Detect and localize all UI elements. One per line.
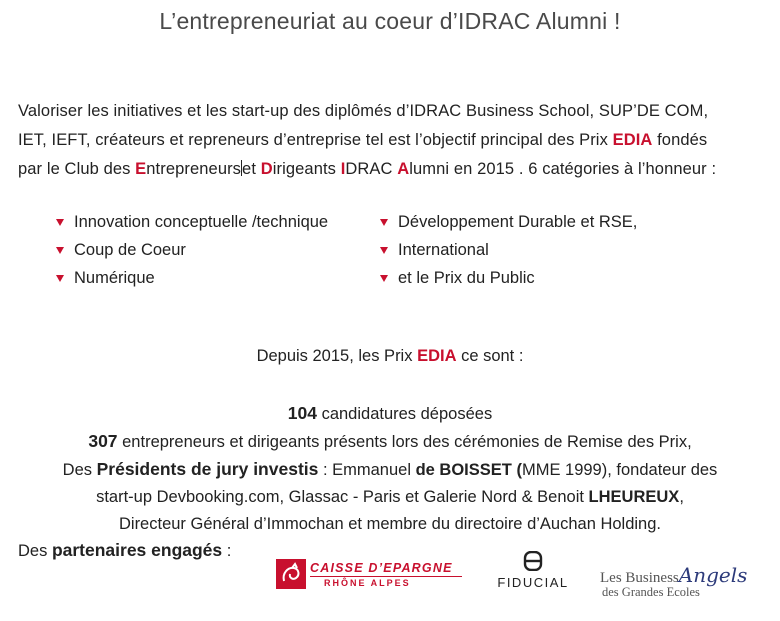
category-label: et le Prix du Public: [398, 269, 535, 287]
stat-text: candidatures déposées: [316, 405, 493, 423]
fiducial-logo: [488, 551, 578, 595]
stat-text: Des: [62, 461, 97, 479]
category-item: [380, 264, 637, 292]
triangle-bullet-icon: [56, 275, 64, 282]
edia-brand: EDIA: [612, 131, 653, 149]
intro-line-3: [18, 155, 768, 184]
stat-director: Directeur Général d’Immochan et membre du directoire d’Auchan Holding.: [118, 515, 661, 533]
partners-text: Des: [18, 542, 52, 560]
stat-text: entrepreneurs et dirigeants présents lors des cérémonies de Remise des Prix,: [117, 433, 692, 451]
since-heading: [0, 347, 780, 366]
acronym-letter-a: A: [397, 160, 410, 178]
fiducial-logo-text: FIDUCIAL: [497, 575, 569, 590]
intro-text: lumni en 2015 . 6 catégories à l’honneur :: [409, 160, 717, 178]
intro-text: IET, IEFT, créateurs et repreneurs d’entreprise tel est l’objectif principal des Prix: [18, 131, 613, 149]
intro-text: fondés: [652, 131, 708, 149]
caisse-logo-line2: RHÔNE ALPES: [324, 578, 411, 588]
business-angels-logo: [600, 563, 772, 603]
edia-brand: EDIA: [417, 347, 457, 365]
stat-number: 104: [287, 403, 317, 423]
fiducial-emblem-icon: [523, 551, 543, 571]
category-item: [56, 236, 364, 264]
intro-paragraph: [18, 97, 768, 184]
stat-text: : Emmanuel: [318, 461, 416, 479]
intro-text: et: [242, 160, 261, 178]
ba-angels-script: Angels: [678, 563, 748, 587]
category-item: [380, 236, 637, 264]
category-label: Développement Durable et RSE,: [398, 213, 638, 231]
intro-line-2: [18, 126, 768, 155]
stat-text: MME 1999), fondateur des: [521, 461, 718, 479]
category-label: Innovation conceptuelle /technique: [74, 213, 329, 231]
person-name: de BOISSET (: [415, 461, 522, 479]
stat-applications: [0, 400, 780, 428]
caisse-epargne-logo: [276, 556, 464, 592]
partners-highlight: partenaires engagés: [51, 540, 223, 560]
intro-text: irigeants: [272, 160, 341, 178]
stat-startups: [0, 484, 780, 511]
category-item: [380, 208, 637, 236]
categories-column-left: [56, 208, 364, 292]
stat-highlight: Présidents de jury investis: [96, 459, 319, 479]
acronym-letter-e: E: [135, 160, 147, 178]
intro-text: DRAC: [345, 160, 398, 178]
stat-text: ,: [679, 488, 684, 506]
person-name: LHEUREUX: [588, 488, 680, 506]
business-angels-line1: [600, 563, 747, 587]
since-text: ce sont :: [456, 347, 524, 365]
category-label: Numérique: [74, 269, 155, 287]
triangle-bullet-icon: [56, 247, 64, 254]
partners-text: :: [222, 542, 232, 560]
category-label: International: [398, 241, 489, 259]
caisse-logo-line1: CAISSE D’EPARGNE: [310, 561, 453, 575]
acronym-letter-i: I: [340, 160, 346, 178]
caisse-logo-rule: [310, 576, 462, 577]
category-item: [56, 208, 364, 236]
category-item: [56, 264, 364, 292]
stats-block: [0, 400, 780, 538]
category-label: Coup de Coeur: [74, 241, 186, 259]
ba-text: Les Business: [600, 570, 679, 586]
stat-text: start-up Devbooking.com, Glassac - Paris et Galerie Nord & Benoit: [96, 488, 589, 506]
partners-label: [18, 540, 231, 561]
stat-presidents: [0, 456, 780, 484]
squirrel-icon: [276, 559, 306, 589]
intro-text: par le Club des: [18, 160, 136, 178]
page-title: L’entrepreneuriat au coeur d’IDRAC Alumni !: [159, 8, 621, 34]
intro-line-1: Valoriser les initiatives et les start-up des diplômés d’IDRAC Business School, SUP’DE COM,: [18, 102, 709, 120]
triangle-bullet-icon: [56, 219, 64, 226]
triangle-bullet-icon: [380, 275, 388, 282]
triangle-bullet-icon: [380, 219, 388, 226]
categories-column-right: [380, 208, 637, 292]
stat-attendees: [0, 428, 780, 456]
categories-list: [56, 208, 637, 292]
triangle-bullet-icon: [380, 247, 388, 254]
acronym-letter-d: D: [260, 160, 273, 178]
business-angels-line2: des Grandes Ecoles: [602, 585, 700, 599]
intro-text: ntrepreneurs: [146, 160, 242, 178]
since-text: Depuis 2015, les Prix: [256, 347, 418, 365]
stat-number: 307: [88, 431, 118, 451]
